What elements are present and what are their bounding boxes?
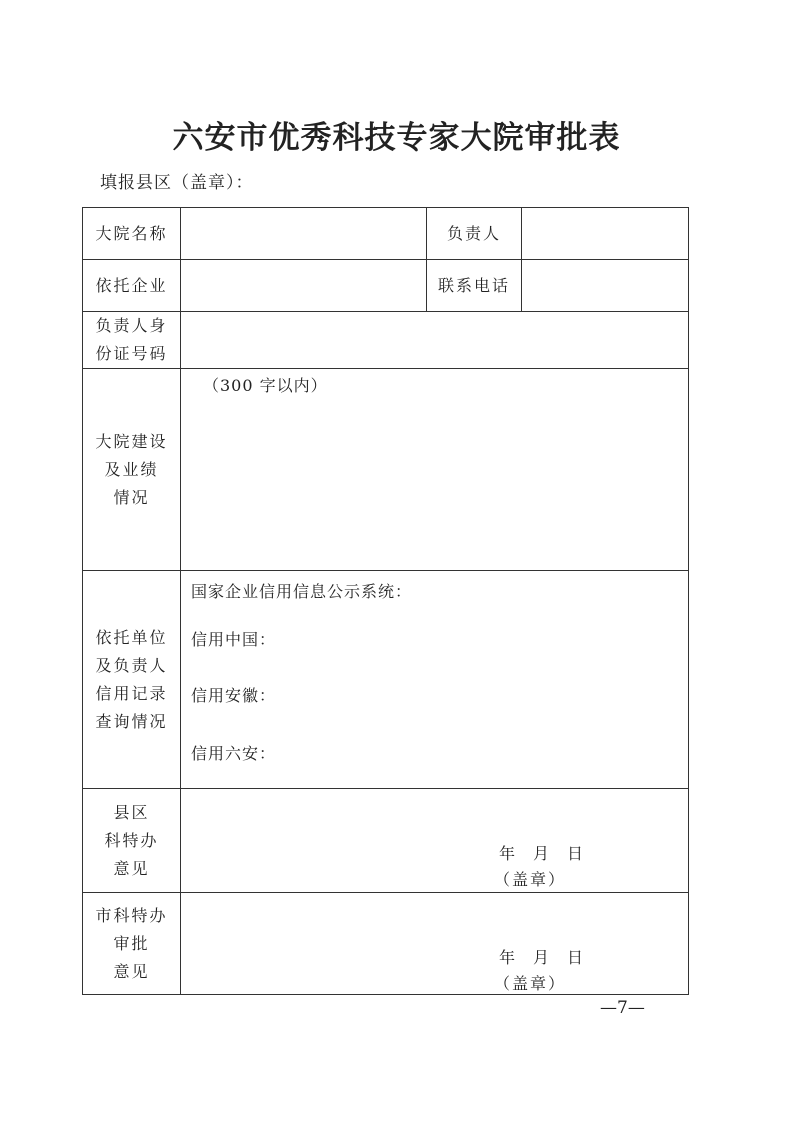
credit-label-line-1: 依托单位 xyxy=(95,627,168,647)
filler-county-line: 填报县区（盖章）： xyxy=(100,173,254,193)
city-label-line-1: 市科特办 xyxy=(95,905,168,925)
county-label-line-3: 意见 xyxy=(113,858,150,878)
page-title: 六安市优秀科技专家大院审批表 xyxy=(172,120,621,156)
county-seal: （盖章） xyxy=(493,870,566,889)
head-field[interactable] xyxy=(522,208,689,260)
credit-label xyxy=(83,571,181,789)
credit-national-system: 国家企业信用信息公示系统： xyxy=(191,582,413,601)
row-county-opinion xyxy=(83,789,689,893)
credit-luan: 信用六安： xyxy=(191,744,277,763)
construction-hint: （300 字以内） xyxy=(203,376,328,395)
county-label-line-1: 县区 xyxy=(113,802,150,822)
credit-label-line-2: 及负责人 xyxy=(95,655,168,675)
credit-label-line-4: 查询情况 xyxy=(95,711,168,731)
phone-label: 联系电话 xyxy=(427,260,522,312)
company-field[interactable] xyxy=(181,260,427,312)
id-number-label xyxy=(83,312,181,369)
row-id-number xyxy=(83,312,689,369)
county-date: 年 月 日 xyxy=(498,844,584,863)
yard-name-field[interactable] xyxy=(181,208,427,260)
construction-label-line-2: 及业绩 xyxy=(104,459,159,479)
phone-field[interactable] xyxy=(522,260,689,312)
id-label-line-1: 负责人身 xyxy=(95,316,168,335)
county-opinion-field[interactable] xyxy=(181,789,689,893)
city-opinion-label xyxy=(83,893,181,995)
row-credit xyxy=(83,571,689,789)
city-label-line-3: 意见 xyxy=(113,961,150,981)
approval-form-table xyxy=(82,207,689,995)
row-construction xyxy=(83,369,689,571)
credit-field[interactable] xyxy=(181,571,689,789)
head-label: 负责人 xyxy=(427,208,522,260)
id-number-field[interactable] xyxy=(181,312,689,369)
city-date: 年 月 日 xyxy=(498,948,584,967)
construction-label xyxy=(83,369,181,571)
city-opinion-field[interactable] xyxy=(181,893,689,995)
row-city-opinion xyxy=(83,893,689,995)
company-label: 依托企业 xyxy=(83,260,181,312)
construction-label-line-1: 大院建设 xyxy=(95,431,168,451)
id-label-line-2: 份证号码 xyxy=(95,344,168,363)
row-yard-name xyxy=(83,208,689,260)
county-label-line-2: 科特办 xyxy=(104,830,159,850)
credit-anhui: 信用安徽： xyxy=(191,686,277,705)
page-number: —7— xyxy=(600,998,645,1018)
yard-name-label: 大院名称 xyxy=(83,208,181,260)
construction-field[interactable] xyxy=(181,369,689,571)
county-opinion-label xyxy=(83,789,181,893)
credit-label-line-3: 信用记录 xyxy=(95,683,168,703)
credit-china: 信用中国： xyxy=(191,630,277,649)
row-company xyxy=(83,260,689,312)
city-seal: （盖章） xyxy=(493,974,566,993)
city-label-line-2: 审批 xyxy=(113,933,150,953)
construction-label-line-3: 情况 xyxy=(113,487,150,507)
